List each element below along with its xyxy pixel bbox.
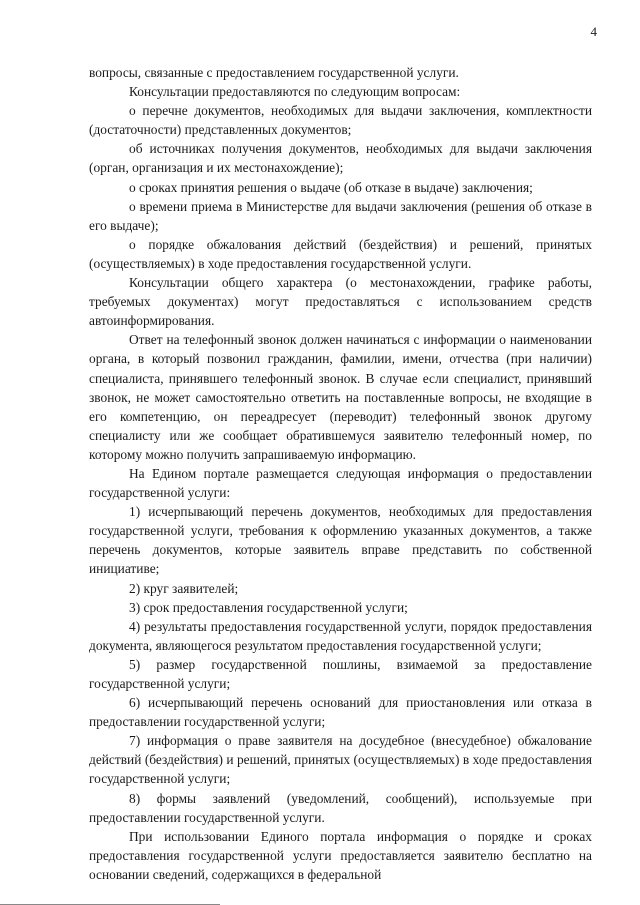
- list-item-4: 4) результаты предоставления государственной услуги, порядок предоставления документа, являющегося результатом предоставления государственной услуги;: [89, 618, 592, 653]
- list-item-5: 5) размер государственной пошлины, взимаемой за предоставление государственной услуги;: [89, 656, 592, 691]
- paragraph-topic-documents-list: о перечне документов, необходимых для выдачи заключения, комплектности (достаточности) представленных документов;: [89, 103, 592, 138]
- list-item-3: 3) срок предоставления государственной услуги;: [129, 599, 408, 615]
- page-number: 4: [590, 24, 597, 39]
- paragraph-portal-free-info: При использовании Единого портала информация о порядке и сроках предоставления государственной услуги предоставляется заявителю бесплатно на основании сведений, содержащихся в федеральной: [89, 828, 592, 882]
- paragraph-phone-call-rules: Ответ на телефонный звонок должен начинаться с информации о наименовании органа, в который позвонил гражданин, фамилии, имени, отчества (при наличии) специалиста, принявшего телефонный звонок. В случае если специалист, принявший звонок, не может самостоятельно ответить на поставленные вопросы, не входящие в его компетенцию, он переадресует (переводит) телефонный звонок другому специалисту или же сообщает обратившемуся заявителю телефонный номер, по которому можно получить запрашиваемую информацию.: [89, 332, 592, 462]
- paragraph-topic-reception-time: о времени приема в Министерстве для выдачи заключения (решения об отказе в его выдаче);: [89, 198, 592, 233]
- paragraph-topic-appeal-procedure: о порядке обжалования действий (бездействия) и решений, принятых (осуществляемых) в ходе предоставления государственной услуги.: [89, 236, 592, 271]
- list-item-8: 8) формы заявлений (уведомлений, сообщений), используемые при предоставлении государственной услуги.: [89, 790, 592, 825]
- paragraph-general-consultations: Консультации общего характера (о местонахождении, графике работы, требуемых документах) могут предоставляться с использованием средств автоинформирования.: [89, 275, 592, 329]
- document-body: [89, 63, 592, 884]
- list-item-1: 1) исчерпывающий перечень документов, необходимых для предоставления государственной услуги, требования к оформлению указанных документов, а также перечень документов, которые заявитель вправе представить по собственной инициативе;: [89, 504, 592, 577]
- paragraph-unified-portal-info: На Едином портале размещается следующая информация о предоставлении государственной услуги:: [89, 465, 592, 501]
- list-item-7: 7) информация о праве заявителя на досудебное (внесудебное) обжалование действий (бездействия) и решений, принятых (осуществляемых) в ходе предоставления государственной услуги;: [89, 733, 592, 787]
- paragraph-continuation: вопросы, связанные с предоставлением государственной услуги.: [89, 65, 459, 80]
- list-item-2: 2) круг заявителей;: [129, 580, 239, 596]
- paragraph-consultation-topics: Консультации предоставляются по следующим вопросам:: [129, 84, 461, 100]
- list-item-6: 6) исчерпывающий перечень оснований для приостановления или отказа в предоставлении государственной услуги;: [89, 695, 592, 730]
- paragraph-topic-decision-terms: о сроках принятия решения о выдаче (об отказе в выдаче) заключения;: [129, 179, 533, 195]
- paragraph-topic-document-sources: об источниках получения документов, необходимых для выдачи заключения (орган, организация и их местонахождение);: [89, 141, 592, 176]
